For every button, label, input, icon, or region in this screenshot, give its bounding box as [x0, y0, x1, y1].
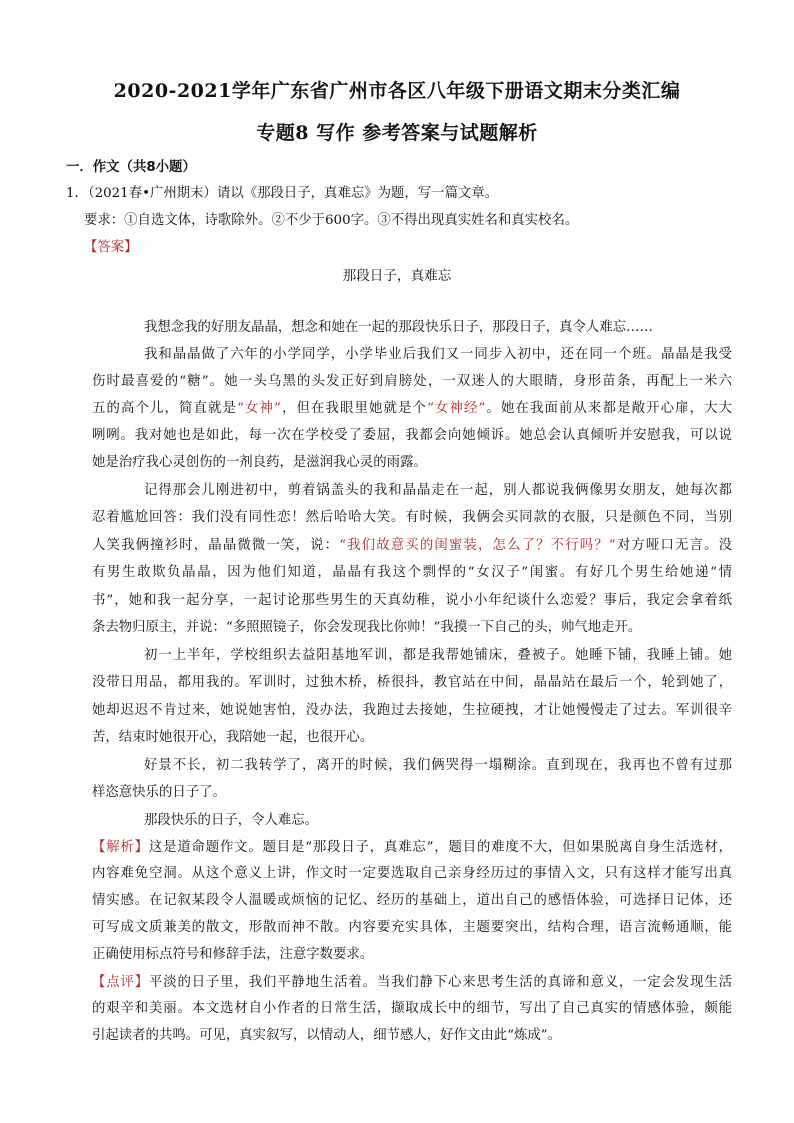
highlight-text: “女神经”: [427, 401, 486, 416]
essay-title: 那段日子，真难忘: [342, 268, 452, 284]
essay-paragraph-line: 书”，她和我一起分享，一起讨论那些男生的天真幼稚，说小小年纪谈什么恋爱？事后，我定会拿着纸: [92, 593, 732, 608]
essay-paragraph-line: 初一上半年，学校组织去益阳基地军训，都是我帮她铺床，叠被子。她睡下铺，我睡上铺。她: [144, 648, 732, 663]
essay-paragraph-line: [92, 399, 732, 419]
answer-tag: 【答案】: [84, 240, 138, 255]
highlight-text: “我们故意买的闺蜜装，怎么了？不行吗？”: [339, 538, 616, 553]
analysis-tag: 【解析】: [92, 840, 149, 855]
essay-paragraph-line: 那段快乐的日子，令人难忘。: [144, 813, 319, 828]
essay-paragraph-line: [92, 536, 732, 556]
document-title: 2020-2021学年广东省广州市各区八年级下册语文期末分类汇编: [113, 80, 681, 102]
analysis-line: [92, 838, 732, 858]
essay-paragraph-line: 苦，结束时她很开心，我陪她一起，也很开心。: [92, 730, 374, 745]
question-prompt: 请以《那段日子，真难忘》为题，写一篇文章。: [216, 186, 499, 201]
essay-paragraph-line: 她却迟迟不肯过来，她说她害怕，没办法，我跑过去接她，生拉硬拽，才让她慢慢走了过去。军训很辛: [92, 703, 732, 718]
analysis-line: 内容难免空洞。从这个意义上讲，作文时一定要选取自己亲身经历过的事情入文，只有这样才能写出真: [92, 866, 732, 881]
question-line: [66, 184, 734, 204]
essay-paragraph-line: 忍着尴尬回答：我们没有同性恋！然后哈哈大笑。有时候，我俩会买同款的衣服，只是颜色不同，当别: [92, 510, 732, 525]
essay-paragraph-line: 伤时最喜爱的“糖”。她一头乌黑的头发正好到肩膀处，一双迷人的大眼睛，身形苗条，再配上一米六: [92, 374, 732, 389]
text-run: 五的高个儿，简直就是: [92, 401, 238, 416]
text-run: 人笑我俩撞衫时，晶晶微微一笑，说：: [92, 538, 340, 553]
question-number: 1．: [66, 186, 88, 201]
essay-paragraph-line: 记得那会儿刚进初中，剪着锅盖头的我和晶晶走在一起，别人都说我俩像男女朋友，她每次都: [144, 483, 732, 498]
essay-paragraph-line: 条去物归原主，并说：“多照照镜子，你会发现我比你帅！”我摸一下自己的头，帅气地走开。: [92, 620, 642, 635]
essay-paragraph-line: 好景不长，初二我转学了，离开的时候，我们俩哭得一塌糊涂。直到现在，我再也不曾有过那: [144, 758, 732, 773]
text-run: ，但在我眼里她就是个: [280, 401, 428, 416]
comment-line: 的艰辛和美丽。本文选材自小作者的日常生活，撷取成长中的细节，写出了自己真实的情感体验，颇能: [92, 1001, 732, 1016]
analysis-line: 可写成文质兼美的散文，形散而神不散。内容要充实具体，主题要突出，结构合理，语言流畅通顺，能: [92, 920, 732, 935]
essay-paragraph-line: 没带日用品，都用我的。军训时，过独木桥，桥很抖，教官站在中间，晶晶站在最后一个，轮到她了，: [92, 675, 732, 690]
highlight-text: “女神”: [237, 401, 281, 416]
essay-paragraph-line: 咧咧。我对她也是如此，每一次在学校受了委屈，我都会向她倾诉。她总会认真倾听并安慰我，可以说: [92, 428, 732, 443]
comment-line: [92, 973, 732, 993]
text-run: 这是道命题作文。题目是“那段日子，真难忘”，题目的难度不大，但如果脱离自身生活选材，: [148, 840, 732, 855]
comment-tag: 【点评】: [92, 975, 149, 990]
text-run: 。她在我面前从来都是敞开心扉，大大: [485, 401, 732, 416]
essay-paragraph-line: 她是治疗我心灵创伤的一剂良药，是滋润我心灵的雨露。: [92, 455, 427, 470]
question-source: （2021春•广州期末）: [87, 186, 217, 201]
text-run: 平淡的日子里，我们平静地生活着。当我们静下心来思考生活的真谛和意义，一定会发现生活: [148, 975, 732, 990]
text-run: 对方哑口无言。没: [615, 538, 732, 553]
document-subtitle: 专题8 写作 参考答案与试题解析: [256, 122, 538, 144]
comment-line: 引起读者的共鸣。可见，真实叙写，以情动人，细节感人，好作文由此“炼成”。: [92, 1028, 561, 1043]
essay-paragraph-line: 样恣意快乐的日子了。: [92, 785, 226, 800]
essay-paragraph-line: 我和晶晶做了六年的小学同学，小学毕业后我们又一同步入初中，还在同一个班。晶晶是我受: [144, 347, 732, 362]
analysis-line: 情实感。在记叙某段令人温暖或烦恼的记忆、经历的基础上，道出自己的感悟体验，可选择日记体，还: [92, 893, 732, 908]
essay-paragraph-line: 有男生敢欺负晶晶，因为他们知道，晶晶有我这个剽悍的“女汉子”闺蜜。有好几个男生给她递“情: [92, 565, 732, 580]
essay-paragraph-line: 我想念我的好朋友晶晶，想念和她在一起的那段快乐日子，那段日子，真令人难忘……: [144, 320, 653, 335]
section-heading: 一．作文（共8小题）: [66, 160, 196, 175]
question-requirements: 要求：①自选文体，诗歌除外。②不少于600字。③不得出现真实姓名和真实校名。: [84, 213, 579, 228]
analysis-line: 正确使用标点符号和修辞手法，注意字数要求。: [92, 947, 374, 962]
